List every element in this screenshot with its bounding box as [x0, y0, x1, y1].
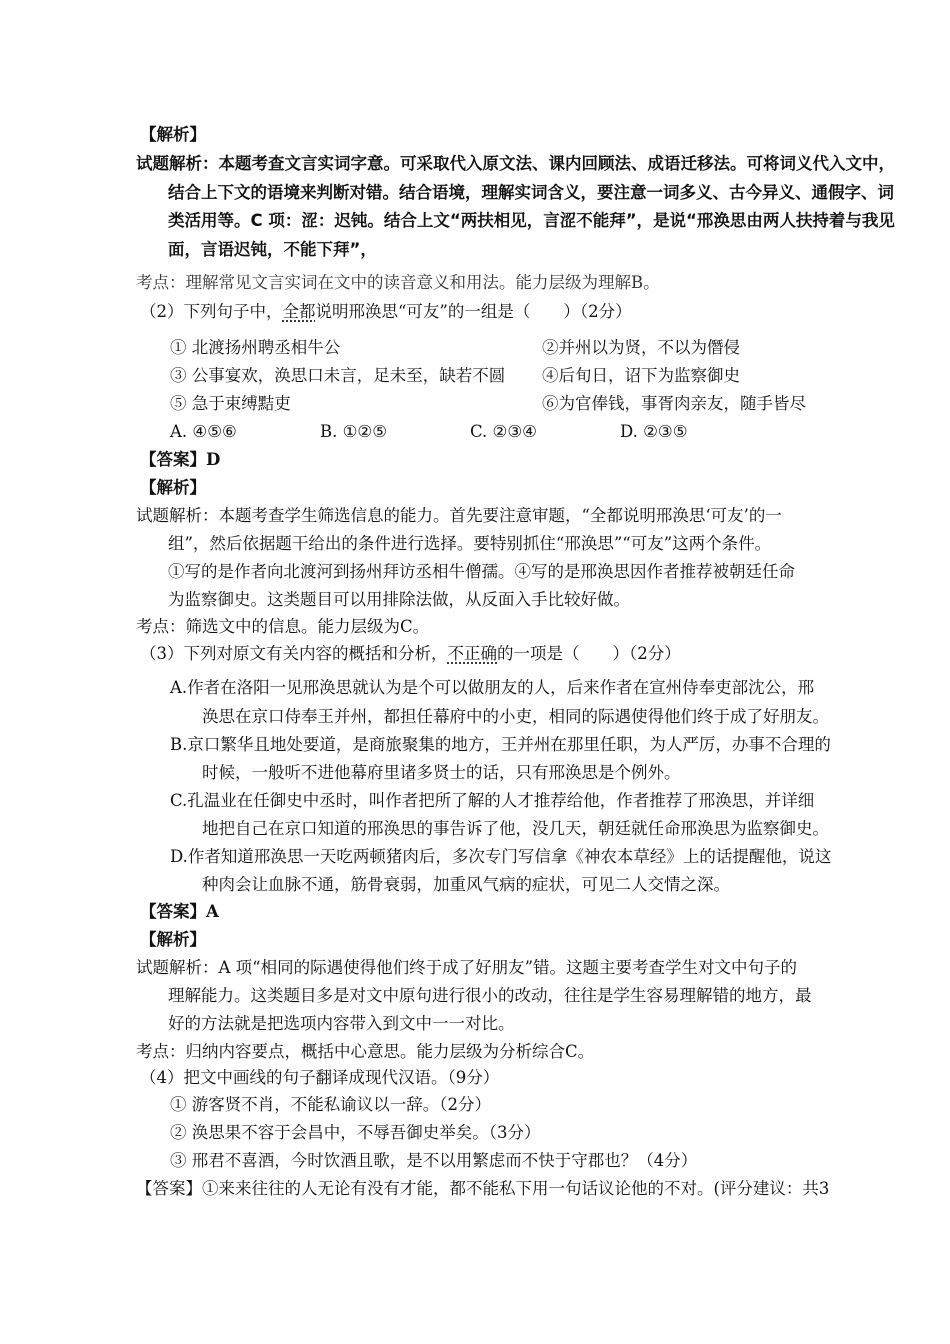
translation-item: ② 涣思果不容于会昌中，不辱吾御史举矣。（3分）	[170, 1123, 541, 1142]
answer-line: 【答案】A	[140, 902, 219, 921]
answer-line: 【答案】D	[140, 450, 221, 469]
analysis-line: 试题解析：本题考查学生筛选信息的能力。首先要注意审题，“全都说明邢涣思‘可友’的一	[136, 506, 782, 525]
sentence-item: ③ 公事宴欢，涣思口未言，足未至，缺若不圆	[170, 366, 506, 385]
jiexi-heading: 【解析】	[140, 478, 206, 497]
question-stem: （4）把文中画线的句子翻译成现代汉语。（9分）	[140, 1068, 500, 1087]
stem-pre: （3）下列对原文有关内容的概括和分析，	[140, 644, 448, 663]
stem-emphasis: 全都	[282, 302, 316, 321]
stem-post: 的一项是（ ）（2分）	[497, 644, 681, 663]
kaodian-line: 考点：理解常见文言实词在文中的读音意义和用法。能力层级为理解B。	[136, 273, 660, 292]
choice-a: A. ④⑤⑥	[170, 422, 237, 441]
jiexi-heading: 【解析】	[140, 125, 206, 144]
option-line: D.作者知道邢涣思一天吃两顿猪肉后，多次专门写信拿《神农本草经》上的话提醒他，说这	[170, 847, 832, 866]
kaodian-line: 考点：筛选文中的信息。能力层级为C。	[136, 617, 430, 636]
option-line: B.京口繁华且地处要道，是商旅聚集的地方，王并州在那里任职，为人严厉，办事不合理的	[170, 735, 831, 754]
answer-line: 【答案】①来来往往的人无论有没有才能，都不能私下用一句话议论他的不对。(评分建议：共3	[136, 1179, 830, 1198]
kaodian-line: 考点：归纳内容要点，概括中心意思。能力层级为分析综合C。	[136, 1042, 595, 1061]
analysis-line: ①写的是作者向北渡河到扬州拜访丞相牛僧孺。④写的是邢涣思因作者推荐被朝廷任命	[168, 562, 795, 581]
analysis-line: 好的方法就是把选项内容带入到文中一一对比。	[168, 1014, 515, 1033]
stem-emphasis: 不正确	[447, 644, 497, 663]
option-line: 地把自己在京口知道的邢涣思的事告诉了他，没几天，朝廷就任命邢涣思为监察御史。	[202, 819, 829, 838]
analysis-line: 面，言语迟钝，不能下拜”，	[168, 240, 377, 259]
option-line: C.孔温业在任御史中丞时，叫作者把所了解的人才推荐给他，作者推荐了邢涣思，并详细	[170, 791, 815, 810]
choice-c: C. ②③④	[470, 422, 537, 441]
question-stem	[140, 643, 681, 665]
option-line: A.作者在洛阳一见邢涣思就认为是个可以做朋友的人，后来作者在宣州侍奉吏部沈公，邢	[170, 678, 815, 697]
question-stem	[140, 301, 632, 323]
option-line: 时候，一般听不进他幕府里诸多贤士的话，只有邢涣思是个例外。	[202, 763, 681, 782]
translation-item: ③ 邢君不喜酒，今时饮酒且歌，是不以用繁虑而不快于守郡也？（4分）	[170, 1151, 698, 1170]
jiexi-heading: 【解析】	[140, 930, 206, 949]
analysis-line: 试题解析：A 项“相同的际遇使得他们终于成了好朋友”错。这题主要考查学生对文中句子的	[136, 958, 798, 977]
analysis-line: 类活用等。C 项：涩：迟钝。结合上文“两扶相见，言涩不能拜”，是说“邢涣思由两人扶持着与我见	[168, 211, 895, 230]
analysis-line: 组”，然后依据题干给出的条件进行选择。要特别抓住“邢涣思”“可友”这两个条件。	[168, 534, 772, 553]
translation-item: ① 游客贤不肖，不能私谕议以一辞。（2分）	[170, 1095, 491, 1114]
choice-b: B. ①②⑤	[320, 422, 387, 441]
choice-d: D. ②③⑤	[620, 422, 688, 441]
analysis-line: 结合上下文的语境来判断对错。结合语境，理解实词含义，要注意一词多义、古今异义、通假字、词	[168, 183, 894, 202]
sentence-item: ① 北渡扬州聘丞相牛公	[170, 338, 341, 357]
stem-pre: （2）下列句子中，	[140, 302, 283, 321]
analysis-line: 理解能力。这类题目多是对文中原句进行很小的改动，往往是学生容易理解错的地方，最	[168, 986, 812, 1005]
analysis-line: 试题解析：本题考查文言实词字意。可采取代入原文法、课内回顾法、成语迁移法。可将词义代入文中，	[136, 154, 895, 173]
sentence-item: ⑤ 急于束缚黠吏	[170, 394, 291, 413]
option-line: 种肉会让血脉不通，筋骨衰弱，加重风气病的症状，可见二人交情之深。	[202, 875, 730, 894]
sentence-item: ②并州以为贤，不以为僭侵	[542, 338, 740, 357]
sentence-item: ④后旬日，诏下为监察御史	[542, 366, 740, 385]
stem-post: 说明邢涣思“可友”的一组是（ ）（2分）	[315, 302, 632, 321]
sentence-item: ⑥为官俸钱，事胥肉亲友，随手皆尽	[542, 394, 806, 413]
analysis-line: 为监察御史。这类题目可以用排除法做，从反面入手比较好做。	[168, 590, 630, 609]
option-line: 涣思在京口侍奉王并州，都担任幕府中的小吏，相同的际遇使得他们终于成了好朋友。	[202, 707, 829, 726]
